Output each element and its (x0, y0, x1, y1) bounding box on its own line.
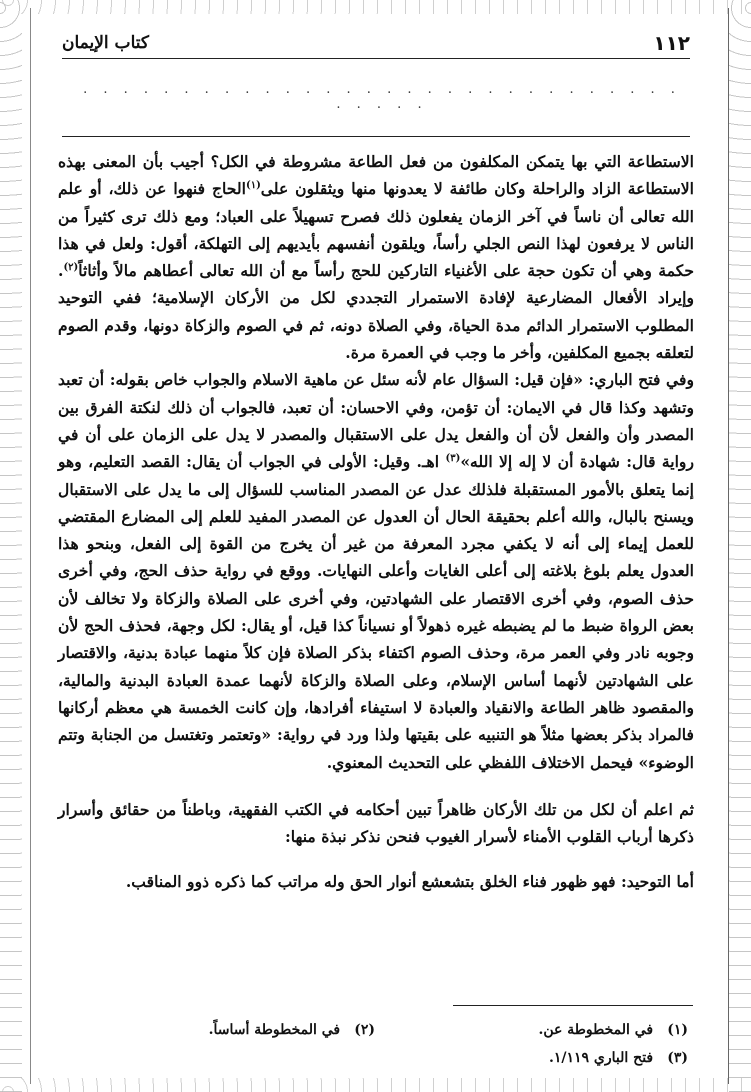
footnote-rule (453, 1005, 693, 1006)
footnote-marker: (٣) (445, 453, 461, 465)
paragraph: أما التوحيد: فهو ظهور فناء الخلق بتشعشع أنوار الحق وله مراتب كما ذكره ذوو المناقب. (125, 872, 694, 892)
chapter-title: كتاب الإيمان (62, 33, 149, 53)
frame-line-right (728, 8, 729, 1084)
footnote: (٢) في المخطوطة أساساً. (208, 1022, 375, 1038)
decorative-border-top (0, 0, 751, 14)
page-number: ١١٢ (653, 31, 690, 55)
footnote-marker: (١) (245, 180, 261, 192)
footnote-marker: (٢) (63, 262, 79, 273)
footnotes (62, 1016, 688, 1072)
main-text (58, 148, 694, 896)
decorative-border-right (729, 0, 751, 1092)
decorative-border-left (0, 0, 22, 1092)
decorative-border-bottom (0, 1078, 751, 1092)
frame-line-left (30, 8, 31, 1084)
page-header (62, 28, 690, 59)
footnote: (٣) فتح الباري ١/١١٩. (548, 1050, 688, 1066)
header-rule (62, 136, 690, 137)
footnote-row (62, 1016, 688, 1044)
paragraph: الاستطاعة التي بها يتمكن المكلفون من فعل الطاعة مشروطة في الكل؟ أجيب بأن المعنى بهذه الاستطاعة الزاد والراحلة وكان طائفة لا يعدونها منها ويثقلون على$^{(١)}$الحاج فنهوا عن ذلك، أو علم الله تعالى أن ناساً في آخر الزمان يفعلون ذلك فصرح تسهيلاً على العباد؛ ومع ذلك ترى كثيراً من الناس لا يرفعون لهذا النص الجلي رأساً، ويلقون أنفسهم بأيديهم إلى التهلكة، أقول: ولعل في هذا حكمة وهي أن تكون حجة على الأغنياء التاركين للحج رأساً مع أن الله تعالى أعطاهم مالاً وأثاثاً$^{(٢)}$. وإيراد الأفعال المضارعية لإفادة الاستمرار التجددي لكل من الأركان الإسلامية؛ ففي التوحيد المطلوب الاستمرار الدائم مدة الحياة، وفي الصلاة دونه، ثم في الصوم والزكاة دونها، وقدم الصوم لتعلقه بجميع المكلفين، وأخر ما وجب في العمرة مرة. (58, 152, 695, 363)
dotted-separator: . . . . . . . . . . . . . . . . . . . . . . . . . . . . . . . . . . . (83, 82, 681, 112)
paragraph: ثم اعلم أن لكل من تلك الأركان ظاهراً تبين أحكامه في الكتب الفقهية، وباطناً من حقائق وأسرار ذكرها أرباب القلوب الأمناء لأسرار الغيوب فنحن نذكر نبذة منها: (58, 799, 694, 847)
footnote-row (62, 1044, 688, 1072)
footnote: (١) في المخطوطة عن. (538, 1022, 688, 1038)
paragraph: وفي فتح الباري: «فإن قيل: السؤال عام لأنه سئل عن ماهية الاسلام والجواب خاص بقوله: أن تعبد وتشهد وكذا قال في الايمان: أن تؤمن، وفي الاحسان: أن تعبد، فالجواب أن ذلك لنكتة الفرق بين المصدر وأن والفعل لأن أن والفعل يدل على الاستقبال والمصدر لا يدل على الزمان على أن في رواية قال: شهادة أن لا إله إلا الله»$^{(٣)}$ اهـ. وقيل: الأولى في الجواب أن يقال: القصد التعليم، وهو إنما يتعلق بالأمور المستقبلة فلذلك عدل عن المصدر المناسب للسؤال إلى ما يدل على الاستقبال ويسنح بالبال، والله أعلم بحقيقة الحال أن العدول عن المصدر المفيد للعلم إلى المضارع المقتضي للعمل إيماء إلى أنه لا يكفي مجرد المعرفة من غير أن يخرج من القوة إلى الفعل، وبنحو هذا العدول يعلم بلوغ بلاغته إلى أعلى الغايات وأعلى النهايات. ووقع في رواية حذف الحج، وفي أخرى حذف الصوم، وفي أخرى الاقتصار على الشهادتين، وفي أخرى على الصلاة والزكاة ولا تخالف لأن بعض الرواة ضبط ما لم يضبطه غيره ذهولاً أو نسياناً كذا قيل، أو يقال: لكل وجهة، فحذف الحج لأن وجوبه نادر وفي العمر مرة، وحذف الصوم اكتفاء بذكر الصلاة فإن كلاً منهما عبادة بدنية، والاقتصار على الشهادتين لأنهما أساس الإسلام، وعلى الصلاة والزكاة لأنهما عمدة العبادة البدنية والمالية، والمقصود ظاهر الطاعة والانقياد والعبادة لا استيفاء أفرادها، وإن كانت الخمسة هي معظم أركانها فالمراد بذكر بعضها مثلاً هو التنبيه على بقيتها ولذا ورد في رواية: «وتعتمر وتغتسل من الجنابة وتتم الوضوء» فيحمل الاختلاف اللفظي على التحديث المعنوي. (58, 370, 694, 772)
